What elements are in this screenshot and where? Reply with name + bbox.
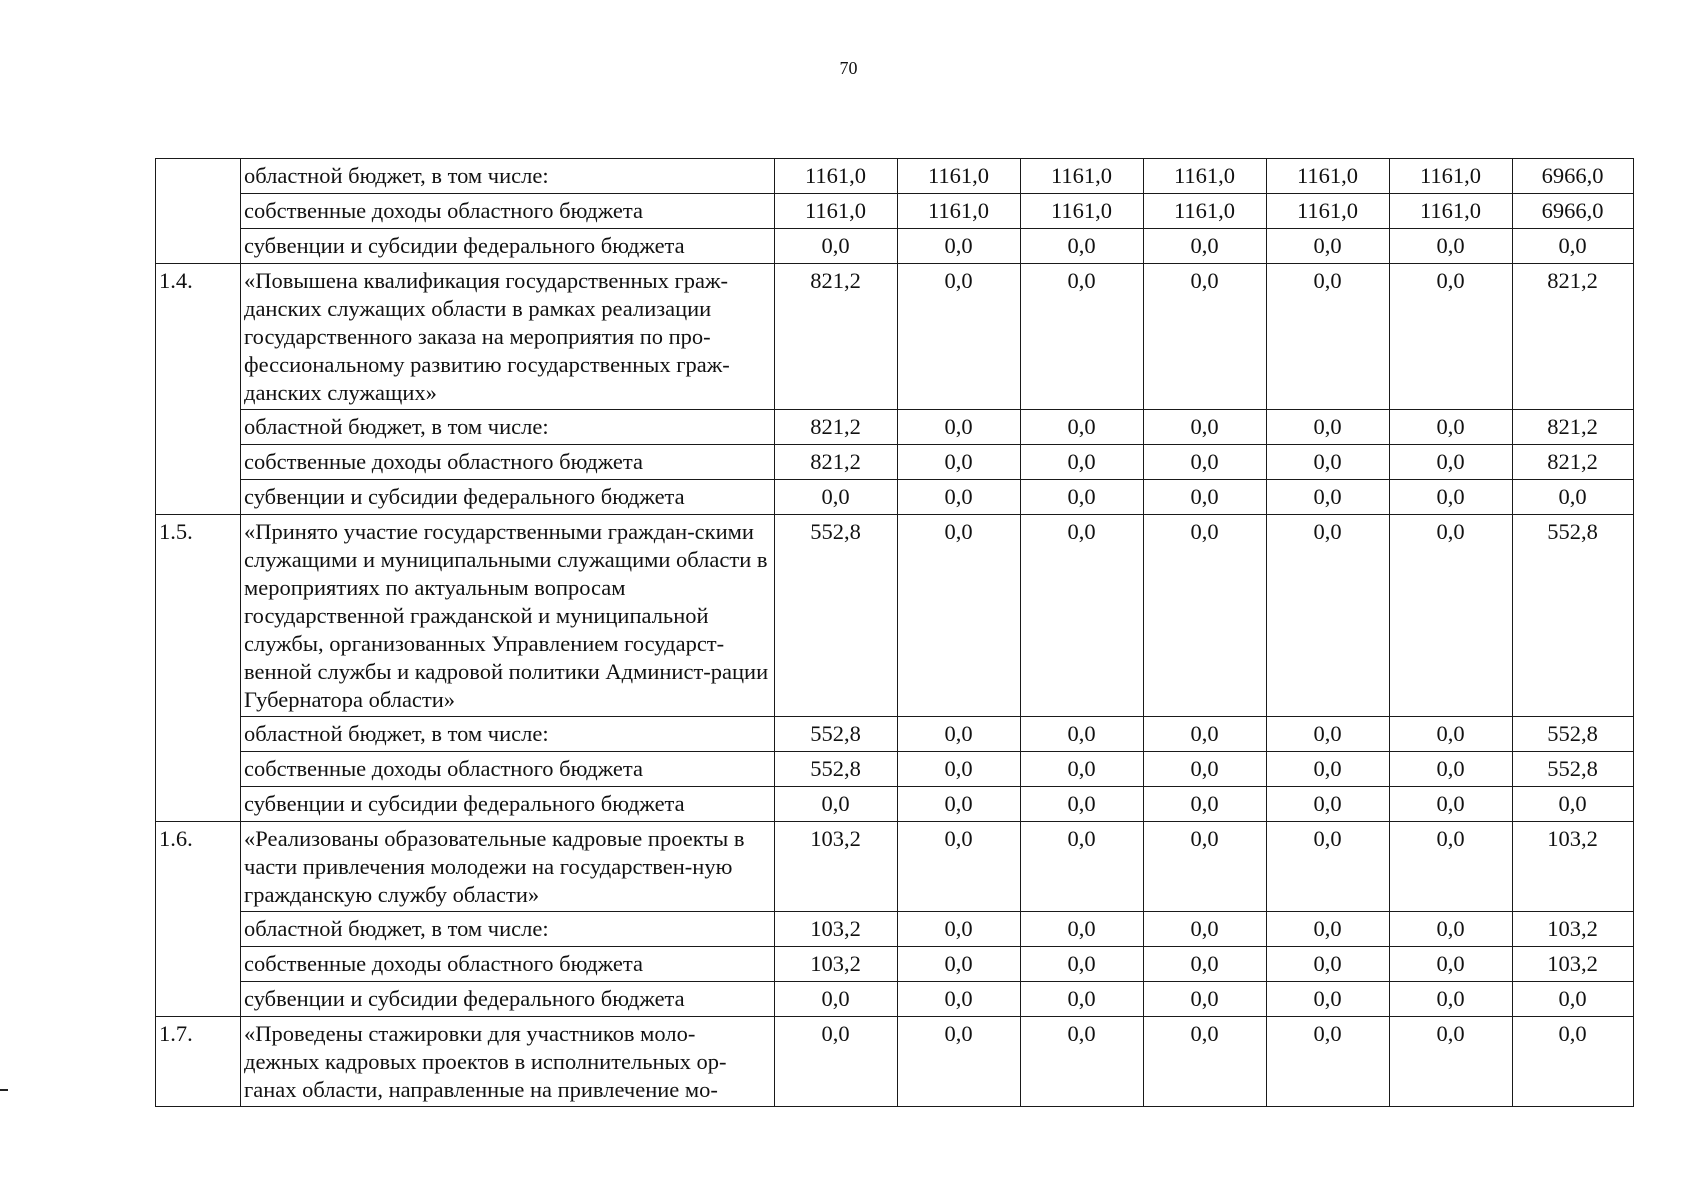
row-label: собственные доходы областного бюджета [241, 194, 775, 229]
total-cell: 821,2 [1513, 410, 1634, 445]
value-cell: 0,0 [1144, 982, 1267, 1017]
value-cell: 0,0 [1021, 480, 1144, 515]
value-cell: 0,0 [1267, 445, 1390, 480]
value-cell: 0,0 [1021, 1017, 1144, 1107]
value-cell: 0,0 [1267, 229, 1390, 264]
value-cell: 0,0 [898, 480, 1021, 515]
table-row [156, 912, 1634, 947]
table-row [156, 1017, 1634, 1107]
value-cell: 0,0 [1021, 264, 1144, 410]
value-cell: 1161,0 [1267, 159, 1390, 194]
value-cell: 0,0 [1267, 822, 1390, 912]
value-cell: 0,0 [1267, 515, 1390, 717]
value-cell: 0,0 [1021, 410, 1144, 445]
row-label: собственные доходы областного бюджета [241, 752, 775, 787]
value-cell: 1161,0 [1021, 194, 1144, 229]
table-row [156, 480, 1634, 515]
row-label: областной бюджет, в том числе: [241, 159, 775, 194]
value-cell: 0,0 [775, 229, 898, 264]
value-cell: 0,0 [1390, 787, 1513, 822]
row-label: «Проведены стажировки для участников моло-дежных кадровых проектов в исполнительных ор-ганах области, направленные на привлечение мо- [241, 1017, 775, 1107]
row-label: субвенции и субсидии федерального бюджета [241, 229, 775, 264]
value-cell: 0,0 [1390, 515, 1513, 717]
value-cell: 0,0 [898, 717, 1021, 752]
value-cell: 0,0 [775, 1017, 898, 1107]
value-cell: 0,0 [1390, 480, 1513, 515]
value-cell: 0,0 [1390, 982, 1513, 1017]
table-row [156, 410, 1634, 445]
value-cell: 0,0 [1021, 947, 1144, 982]
value-cell: 0,0 [898, 445, 1021, 480]
margin-mark [0, 1089, 8, 1091]
value-cell: 1161,0 [1390, 194, 1513, 229]
value-cell: 0,0 [1390, 264, 1513, 410]
total-cell: 552,8 [1513, 752, 1634, 787]
value-cell: 0,0 [1267, 480, 1390, 515]
value-cell: 103,2 [775, 947, 898, 982]
value-cell: 0,0 [1144, 912, 1267, 947]
row-label: «Повышена квалификация государственных граж-данских служащих области в рамках реализации государственного заказа на мероприятия по про-фессиональному развитию государственных граж-данских служащих» [241, 264, 775, 410]
table-row [156, 752, 1634, 787]
value-cell: 0,0 [775, 480, 898, 515]
value-cell: 0,0 [898, 912, 1021, 947]
value-cell: 0,0 [1390, 717, 1513, 752]
value-cell: 552,8 [775, 515, 898, 717]
value-cell: 821,2 [775, 445, 898, 480]
value-cell: 0,0 [1021, 982, 1144, 1017]
value-cell: 0,0 [1144, 752, 1267, 787]
table-row [156, 264, 1634, 410]
row-label: субвенции и субсидии федерального бюджета [241, 787, 775, 822]
table-row [156, 515, 1634, 717]
value-cell: 0,0 [1390, 752, 1513, 787]
value-cell: 1161,0 [1267, 194, 1390, 229]
value-cell: 0,0 [1267, 912, 1390, 947]
value-cell: 0,0 [1390, 445, 1513, 480]
value-cell: 0,0 [1021, 717, 1144, 752]
budget-table [155, 158, 1634, 1107]
item-number-cell: 1.7. [156, 1017, 241, 1107]
value-cell: 821,2 [775, 410, 898, 445]
value-cell: 1161,0 [898, 194, 1021, 229]
value-cell: 0,0 [1021, 229, 1144, 264]
total-cell: 103,2 [1513, 912, 1634, 947]
value-cell: 0,0 [898, 1017, 1021, 1107]
value-cell: 0,0 [1021, 515, 1144, 717]
value-cell: 821,2 [775, 264, 898, 410]
table-row [156, 445, 1634, 480]
value-cell: 0,0 [898, 264, 1021, 410]
value-cell: 1161,0 [1021, 159, 1144, 194]
value-cell: 0,0 [898, 982, 1021, 1017]
value-cell: 0,0 [898, 515, 1021, 717]
total-cell: 821,2 [1513, 264, 1634, 410]
row-label: «Принято участие государственными граждан-скими служащими и муниципальными служащими области в мероприятиях по актуальным вопросам государственной гражданской и муниципальной службы, организованных Управлением государст-венной службы и кадровой политики Админист-рации Губернатора области» [241, 515, 775, 717]
value-cell: 552,8 [775, 752, 898, 787]
value-cell: 0,0 [1390, 947, 1513, 982]
value-cell: 0,0 [1021, 752, 1144, 787]
value-cell: 0,0 [1267, 264, 1390, 410]
value-cell: 0,0 [1144, 822, 1267, 912]
total-cell: 103,2 [1513, 947, 1634, 982]
row-label: «Реализованы образовательные кадровые проекты в части привлечения молодежи на государствен-ную гражданскую службу области» [241, 822, 775, 912]
value-cell: 0,0 [1390, 912, 1513, 947]
value-cell: 0,0 [1144, 229, 1267, 264]
value-cell: 0,0 [1144, 445, 1267, 480]
value-cell: 0,0 [1144, 717, 1267, 752]
value-cell: 1161,0 [1144, 159, 1267, 194]
total-cell: 6966,0 [1513, 194, 1634, 229]
value-cell: 1161,0 [898, 159, 1021, 194]
value-cell: 0,0 [1267, 787, 1390, 822]
table-row [156, 947, 1634, 982]
value-cell: 0,0 [775, 787, 898, 822]
row-label: областной бюджет, в том числе: [241, 912, 775, 947]
value-cell: 0,0 [1267, 982, 1390, 1017]
value-cell: 0,0 [1390, 229, 1513, 264]
value-cell: 1161,0 [1144, 194, 1267, 229]
value-cell: 0,0 [1144, 1017, 1267, 1107]
total-cell: 0,0 [1513, 982, 1634, 1017]
value-cell: 0,0 [1267, 717, 1390, 752]
total-cell: 0,0 [1513, 229, 1634, 264]
value-cell: 0,0 [1144, 787, 1267, 822]
item-number-cell: 1.6. [156, 822, 241, 1017]
total-cell: 0,0 [1513, 787, 1634, 822]
value-cell: 0,0 [1144, 480, 1267, 515]
value-cell: 0,0 [775, 982, 898, 1017]
page-number: 70 [839, 58, 858, 78]
total-cell: 552,8 [1513, 717, 1634, 752]
table-row [156, 229, 1634, 264]
value-cell: 0,0 [898, 752, 1021, 787]
value-cell: 1161,0 [1390, 159, 1513, 194]
value-cell: 0,0 [1390, 822, 1513, 912]
value-cell: 0,0 [1144, 515, 1267, 717]
value-cell: 0,0 [1144, 264, 1267, 410]
value-cell: 0,0 [1267, 752, 1390, 787]
value-cell: 0,0 [898, 787, 1021, 822]
value-cell: 0,0 [1267, 947, 1390, 982]
value-cell: 103,2 [775, 912, 898, 947]
value-cell: 0,0 [1390, 1017, 1513, 1107]
value-cell: 103,2 [775, 822, 898, 912]
table-row [156, 982, 1634, 1017]
total-cell: 0,0 [1513, 1017, 1634, 1107]
value-cell: 0,0 [898, 410, 1021, 445]
item-number-cell: 1.5. [156, 515, 241, 822]
row-label: субвенции и субсидии федерального бюджета [241, 480, 775, 515]
value-cell: 0,0 [1021, 787, 1144, 822]
value-cell: 0,0 [1144, 410, 1267, 445]
item-number-cell [156, 159, 241, 264]
value-cell: 0,0 [898, 947, 1021, 982]
value-cell: 0,0 [1144, 947, 1267, 982]
total-cell: 6966,0 [1513, 159, 1634, 194]
total-cell: 0,0 [1513, 480, 1634, 515]
row-label: субвенции и субсидии федерального бюджета [241, 982, 775, 1017]
value-cell: 0,0 [1021, 912, 1144, 947]
value-cell: 0,0 [1267, 1017, 1390, 1107]
value-cell: 552,8 [775, 717, 898, 752]
value-cell: 0,0 [898, 229, 1021, 264]
row-label: областной бюджет, в том числе: [241, 410, 775, 445]
table-row [156, 717, 1634, 752]
value-cell: 1161,0 [775, 159, 898, 194]
value-cell: 0,0 [1021, 445, 1144, 480]
value-cell: 0,0 [1267, 410, 1390, 445]
total-cell: 103,2 [1513, 822, 1634, 912]
table-row [156, 822, 1634, 912]
item-number-cell: 1.4. [156, 264, 241, 515]
total-cell: 552,8 [1513, 515, 1634, 717]
table-row [156, 194, 1634, 229]
value-cell: 0,0 [898, 822, 1021, 912]
value-cell: 1161,0 [775, 194, 898, 229]
row-label: собственные доходы областного бюджета [241, 947, 775, 982]
table-row [156, 159, 1634, 194]
value-cell: 0,0 [1021, 822, 1144, 912]
value-cell: 0,0 [1390, 410, 1513, 445]
row-label: областной бюджет, в том числе: [241, 717, 775, 752]
table-row [156, 787, 1634, 822]
row-label: собственные доходы областного бюджета [241, 445, 775, 480]
total-cell: 821,2 [1513, 445, 1634, 480]
